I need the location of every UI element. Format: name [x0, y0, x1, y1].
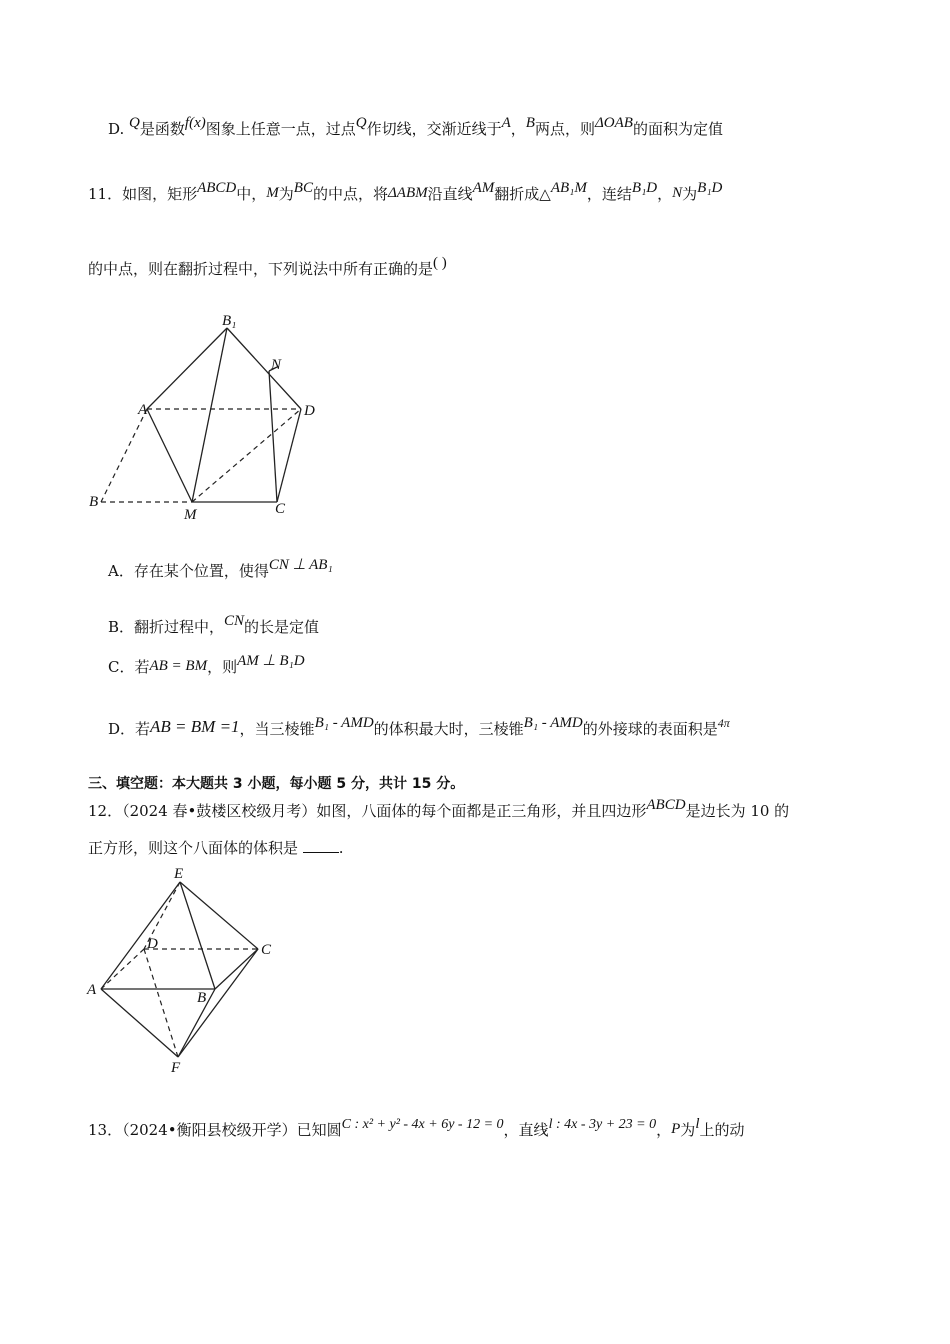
answer-blank[interactable]: [303, 838, 339, 853]
label-d: D: [147, 936, 158, 952]
label-m: M: [184, 507, 197, 523]
q11-stem-line1: 11．如图，矩形ABCD中，M为BC的中点，将ΔABM沿直线AM翻折成△AB₁M，连结B₁D，N为B₁D: [88, 180, 723, 203]
math-q: Q: [129, 115, 140, 131]
q11-option-c: C．若AB = BM，则AM ⊥ B₁D: [108, 653, 305, 676]
label-b: B: [89, 494, 99, 510]
label-b1: B₁: [222, 313, 237, 329]
q11-option-a: A．存在某个位置，使得CN ⊥ AB₁: [108, 557, 333, 580]
math-oab: ΔOAB: [594, 115, 633, 131]
label-b: B: [197, 990, 207, 1006]
label-c: C: [275, 501, 286, 517]
q10-option-d: D. Q是函数f(x)图象上任意一点，过点Q作切线，交渐近线于A，B两点，则ΔOAB的面积为定值: [108, 115, 723, 138]
q12-stem-line2: 正方形，则这个八面体的体积是 .: [88, 839, 344, 857]
label-f: F: [171, 1060, 181, 1076]
q11-figure: [80, 305, 340, 530]
label-a: A: [138, 402, 148, 418]
label-n: N: [271, 357, 282, 373]
q11-option-b: B．翻折过程中，CN的长是定值: [108, 613, 320, 636]
q13-stem: 13．（2024•衡阳县校级开学）已知圆C : x² + y² - 4x + 6y - 12 = 0，直线l : 4x - 3y + 23 = 0，P为l上的动: [88, 1116, 745, 1139]
q12-stem-line1: 12．（2024 春•鼓楼区校级月考）如图，八面体的每个面都是正三角形，并且四边形ABCD是边长为 10 的: [88, 797, 790, 820]
label-e: E: [174, 866, 184, 882]
q12-figure: [80, 862, 290, 1077]
section-heading: 三、填空题：本大题共 3 小题，每小题 5 分，共计 15 分。: [88, 776, 465, 792]
label-c: C: [261, 942, 272, 958]
label-a: A: [87, 982, 97, 998]
math-q: Q: [355, 115, 367, 131]
q11-option-d: D．若AB = BM =1，当三棱锥B₁ - AMD的体积最大时，三棱锥B₁ - AMD的外接球的表面积是$^{4\pi}$: [108, 715, 730, 738]
math-b: B: [525, 115, 535, 131]
q11-stem-line2: 的中点，则在翻折过程中，下列说法中所有正确的是( ): [88, 255, 447, 278]
math-a: A: [501, 115, 511, 131]
math-fx: f(x): [184, 115, 206, 131]
label-d: D: [304, 403, 315, 419]
